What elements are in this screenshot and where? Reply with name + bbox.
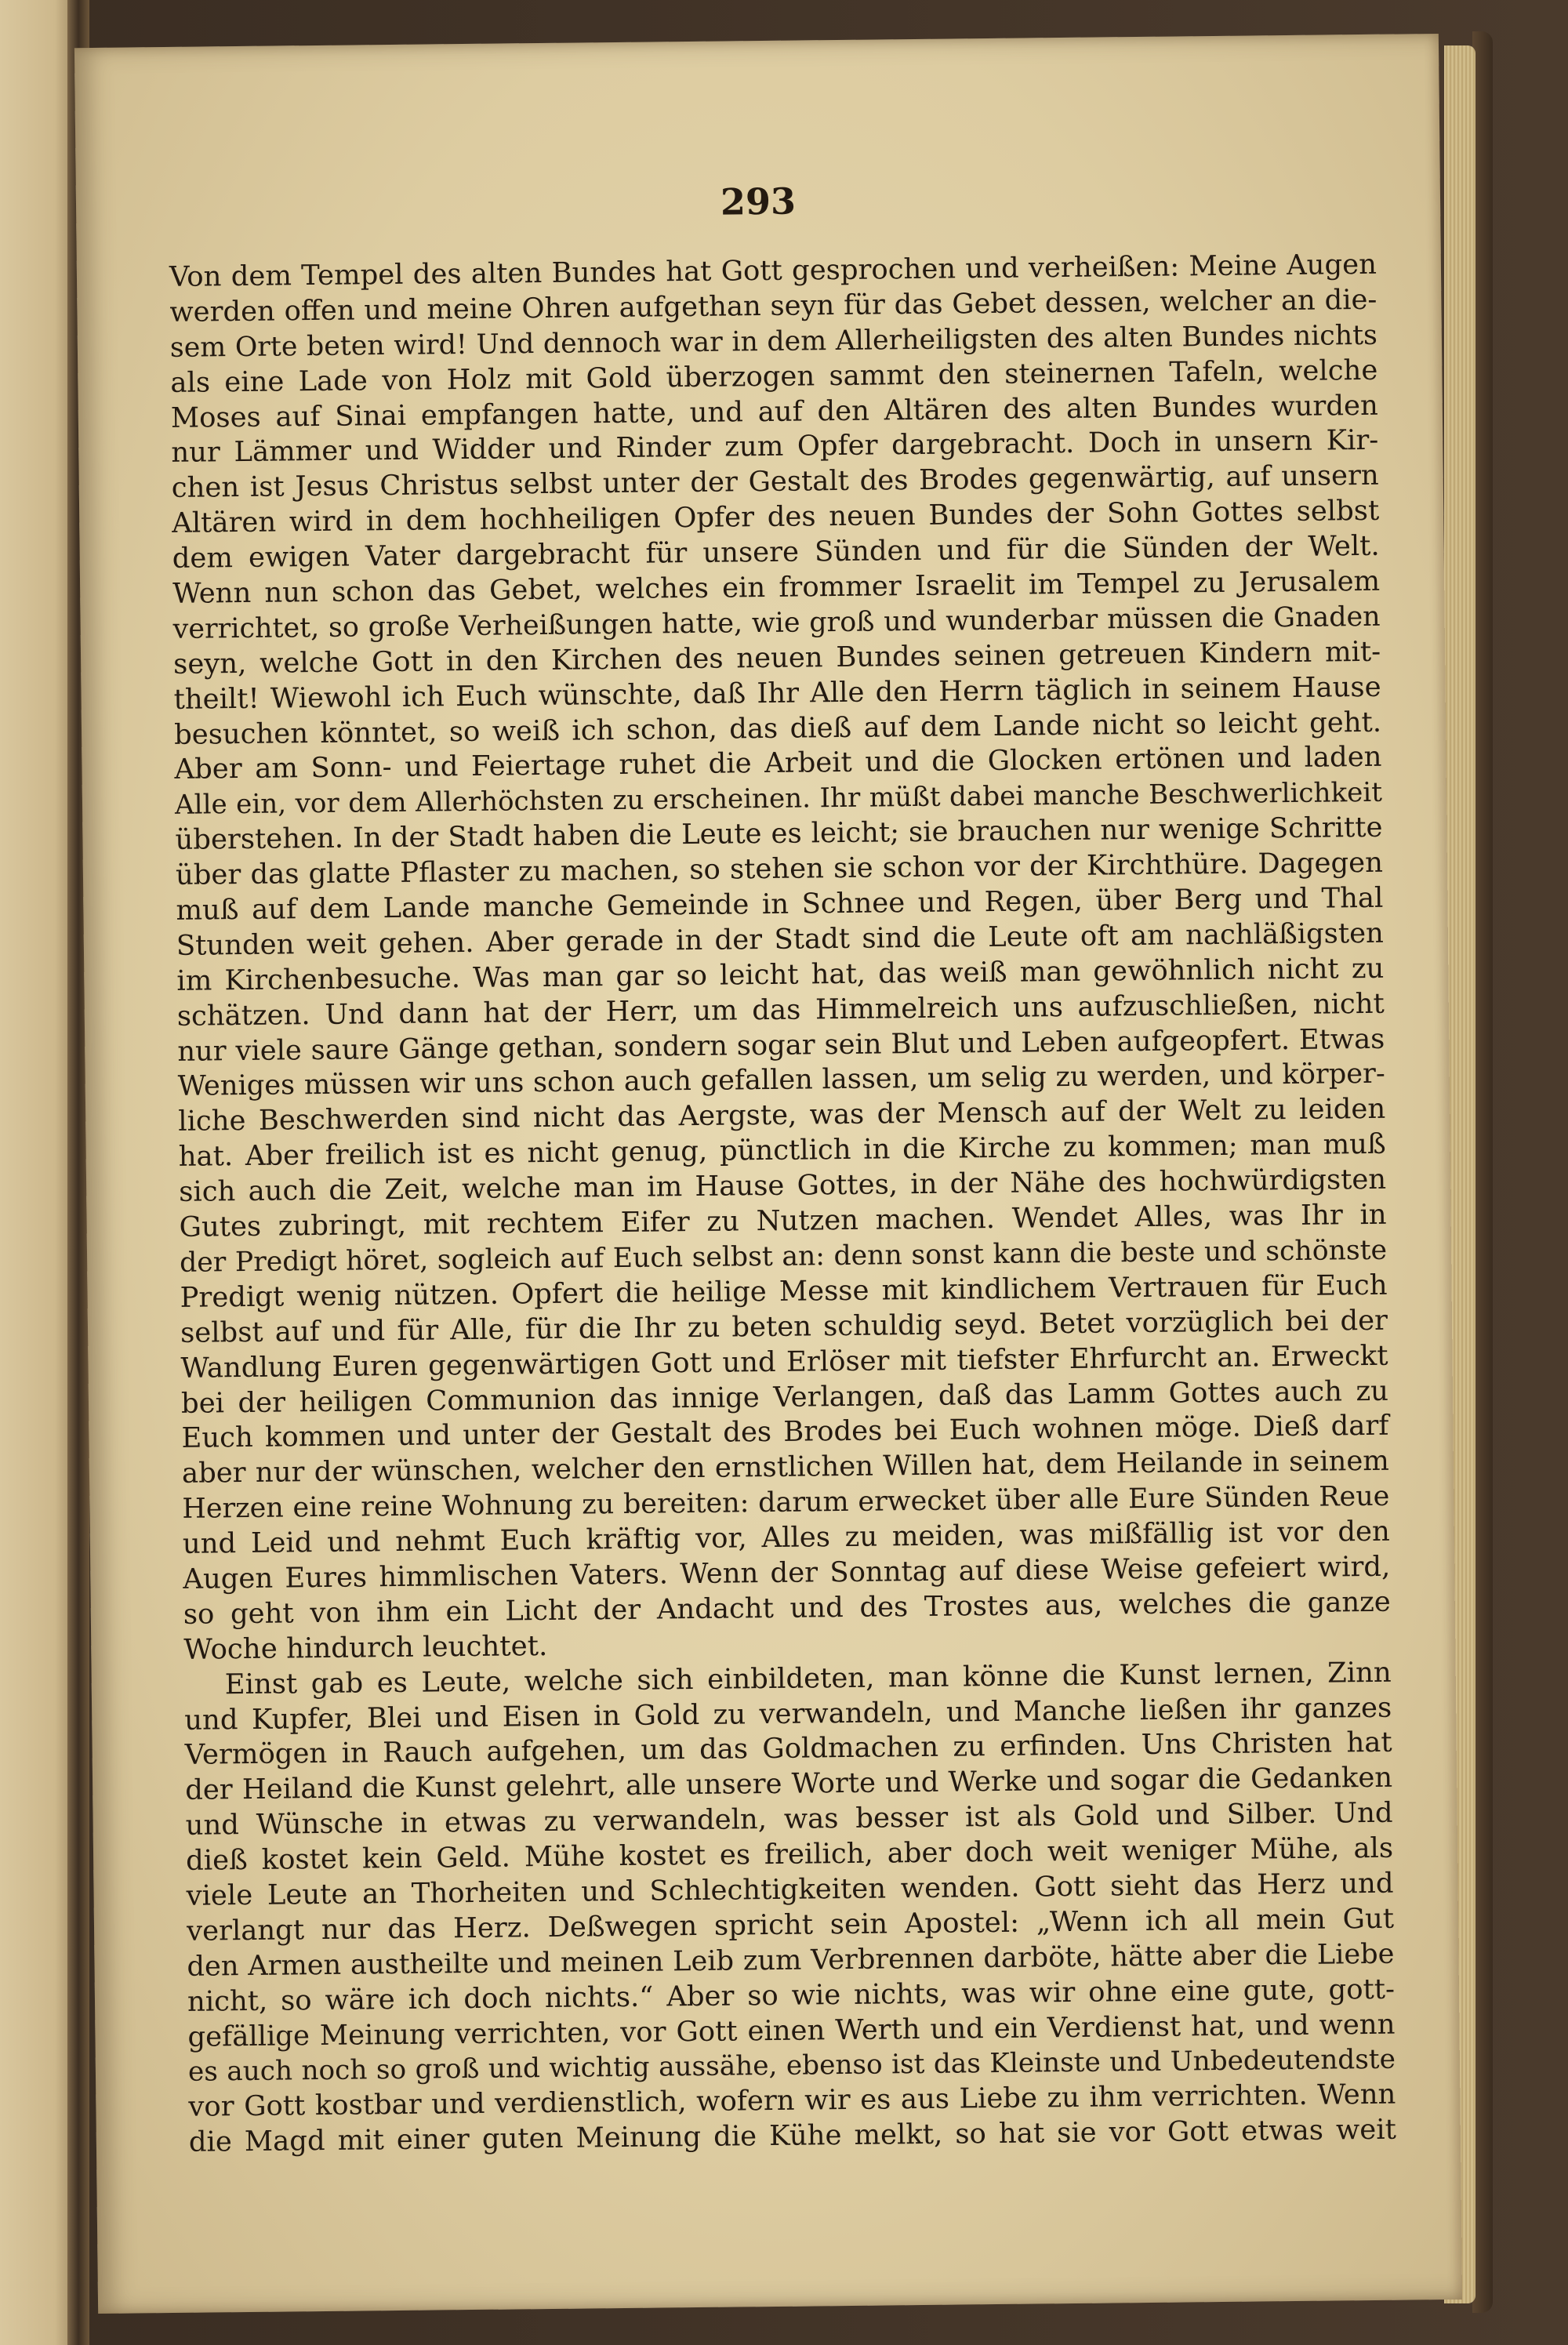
text-line: und Leid und nehmt Euch kräftig vor, Alles zu meiden, was mißfällig ist vor den xyxy=(182,1515,1391,1560)
text-line: theilt! Wiewohl ich Euch wünschte, daß Ihr Alle den Herrn täglich in seinem Hause xyxy=(173,670,1381,716)
text-line: nur viele saure Gänge gethan, sondern sogar sein Blut und Leben aufgeopfert. Etwas xyxy=(177,1022,1385,1068)
text-line: verlangt nur das Herz. Deßwegen spricht sein Apostel: „Wenn ich all mein Gut xyxy=(186,1902,1395,1948)
text-line: Wenn nun schon das Gebet, welches ein frommer Israelit im Tempel zu Jerusalem xyxy=(172,564,1381,610)
left-page-edge xyxy=(0,0,78,2345)
text-line: Woche hindurch leuchtet. xyxy=(183,1629,548,1666)
page-number: 293 xyxy=(720,180,797,223)
text-line: Von dem Tempel des alten Bundes hat Gott gesprochen und verheißen: Meine Augen xyxy=(169,248,1377,293)
text-line: seyn, welche Gott in den Kirchen des neuen Bundes seinen getreuen Kindern mit- xyxy=(172,635,1381,681)
text-line: selbst auf und für Alle, für die Ihr zu beten schuldig seyd. Betet vorzüglich bei der xyxy=(180,1304,1388,1349)
text-line: sem Orte beten wird! Und dennoch war in dem Allerheiligsten des alten Bundes nichts xyxy=(169,319,1378,364)
text-line: über das glatte Pflaster zu machen, so stehen sie schon vor der Kirchthüre. Dagegen xyxy=(175,846,1384,892)
text-line: dieß kostet kein Geld. Mühe kostet es freilich, aber doch weit weniger Mühe, als xyxy=(185,1831,1394,1877)
text-line: im Kirchenbesuche. Was man gar so leicht hat, das weiß man gewöhnlich nicht zu xyxy=(176,952,1385,997)
text-line: nicht, so wäre ich doch nichts.“ Aber so wie nichts, was wir ohne eine gute, gott- xyxy=(187,1973,1396,2018)
text-line: die Magd mit einer guten Meinung die Kühe melkt, so hat sie vor Gott etwas weit xyxy=(188,2113,1397,2159)
text-line: Aber am Sonn- und Feiertage ruhet die Arbeit und die Glocken ertönen und laden xyxy=(174,741,1382,786)
text-line: werden offen und meine Ohren aufgethan seyn für das Gebet dessen, welcher an die- xyxy=(169,283,1377,329)
text-line: Wandlung Euren gegenwärtigen Gott und Erlöser mit tiefster Ehrfurcht an. Erweckt xyxy=(180,1339,1388,1385)
text-line: schätzen. Und dann hat der Herr, um das Himmelreich uns aufzuschließen, nicht xyxy=(176,987,1385,1033)
text-line: es auch noch so groß und wichtig aussähe, ebenso ist das Kleinste und Unbedeutendste xyxy=(187,2044,1396,2089)
text-line: Altären wird in dem hochheiligen Opfer des neuen Bundes der Sohn Gottes selbst xyxy=(172,495,1380,540)
text-line: verrichtet, so große Verheißungen hatte, wie groß und wunderbar müssen die Gnaden xyxy=(172,601,1381,645)
text-line: als eine Lade von Holz mit Gold überzogen sammt den steinernen Tafeln, welche xyxy=(170,354,1378,399)
text-line: aber nur der wünschen, welcher den ernstlichen Willen hat, dem Heilande in seinem xyxy=(181,1445,1390,1490)
text-line: überstehen. In der Stadt haben die Leute es leicht; sie brauchen nur wenige Schritte xyxy=(175,811,1383,857)
text-line: Moses auf Sinai empfangen hatte, und auf den Altären des alten Bundes wurden xyxy=(170,389,1378,434)
text-line: und Wünsche in etwas zu verwandeln, was besser ist als Gold und Silber. Und xyxy=(185,1796,1393,1842)
text-line: Predigt wenig nützen. Opfert die heilige Messe mit kindlichem Vertrauen für Euch xyxy=(180,1269,1388,1314)
text-line: den Armen austheilte und meinen Leib zum Verbrennen darböte, hätte aber die Liebe xyxy=(187,1937,1395,1983)
text-line: Augen Eures himmlischen Vaters. Wenn der Sonntag auf diese Weise gefeiert wird, xyxy=(183,1550,1391,1595)
text-line: Vermögen in Rauch aufgehen, um das Goldmachen zu erfinden. Uns Christen hat xyxy=(184,1726,1392,1772)
text-line: sich auch die Zeit, welche man im Hause Gottes, in der Nähe des hochwürdigsten xyxy=(178,1163,1387,1209)
body-text xyxy=(169,248,1396,2161)
text-line: vor Gott kostbar und verdienstlich, wofern wir es aus Liebe zu ihm verrichten. Wenn xyxy=(188,2078,1396,2124)
text-line: viele Leute an Thorheiten und Schlechtigkeiten wenden. Gott sieht das Herz und xyxy=(186,1867,1394,1912)
text-line: Einst gab es Leute, welche sich einbildeten, man könne die Kunst lernen, Zinn xyxy=(224,1656,1392,1701)
text-line: und Kupfer, Blei und Eisen in Gold zu verwandeln, und Manche ließen ihr ganzes xyxy=(184,1691,1392,1737)
text-line: Weniges müssen wir uns schon auch gefallen lassen, um selig zu werden, und körper- xyxy=(177,1058,1385,1103)
text-line: besuchen könntet, so weiß ich schon, das dieß auf dem Lande nicht so leicht geht. xyxy=(173,706,1382,751)
text-line: Herzen eine reine Wohnung zu bereiten: darum erwecket über alle Eure Sünden Reue xyxy=(182,1480,1390,1526)
text-line: so geht von ihm ein Licht der Andacht und des Trostes aus, welches die ganze xyxy=(183,1585,1391,1631)
text-line: gefällige Meinung verrichten, vor Gott einen Werth und ein Verdienst hat, und wenn xyxy=(187,2008,1396,2053)
text-line: Stunden weit gehen. Aber gerade in der Stadt sind die Leute oft am nachläßigsten xyxy=(176,917,1385,962)
text-line: chen ist Jesus Christus selbst unter der Gestalt des Brodes gegenwärtig, auf unsern xyxy=(171,459,1379,505)
text-line: bei der heiligen Communion das innige Verlangen, daß das Lamm Gottes auch zu xyxy=(180,1374,1389,1420)
text-line: nur Lämmer und Widder und Rinder zum Opfer dargebracht. Doch in unsern Kir- xyxy=(171,424,1379,470)
text-line: Euch kommen und unter der Gestalt des Brodes bei Euch wohnen möge. Dieß darf xyxy=(181,1410,1389,1455)
text-line: Gutes zubringt, mit rechtem Eifer zu Nutzen machen. Wendet Alles, was Ihr in xyxy=(179,1198,1387,1243)
text-line: der Heiland die Kunst gelehrt, alle unsere Worte und Werke und sogar die Gedanken xyxy=(184,1762,1393,1807)
text-line: der Predigt höret, sogleich auf Euch selbst an: denn sonst kann die beste und schönste xyxy=(179,1234,1388,1279)
text-line: muß auf dem Lande manche Gemeinde in Schnee und Regen, über Berg und Thal xyxy=(176,881,1384,927)
text-line: liche Beschwerden sind nicht das Aergste, was der Mensch auf der Welt zu leiden xyxy=(178,1093,1386,1138)
text-line: hat. Aber freilich ist es nicht genug, pünctlich in die Kirche zu kommen; man muß xyxy=(178,1128,1386,1174)
text-line: dem ewigen Vater dargebracht für unsere Sünden und für die Sünden der Welt. xyxy=(172,529,1380,575)
text-line: Alle ein, vor dem Allerhöchsten zu erscheinen. Ihr müßt dabei manche Beschwerlichkeit xyxy=(174,777,1383,822)
book-page xyxy=(74,34,1462,2314)
